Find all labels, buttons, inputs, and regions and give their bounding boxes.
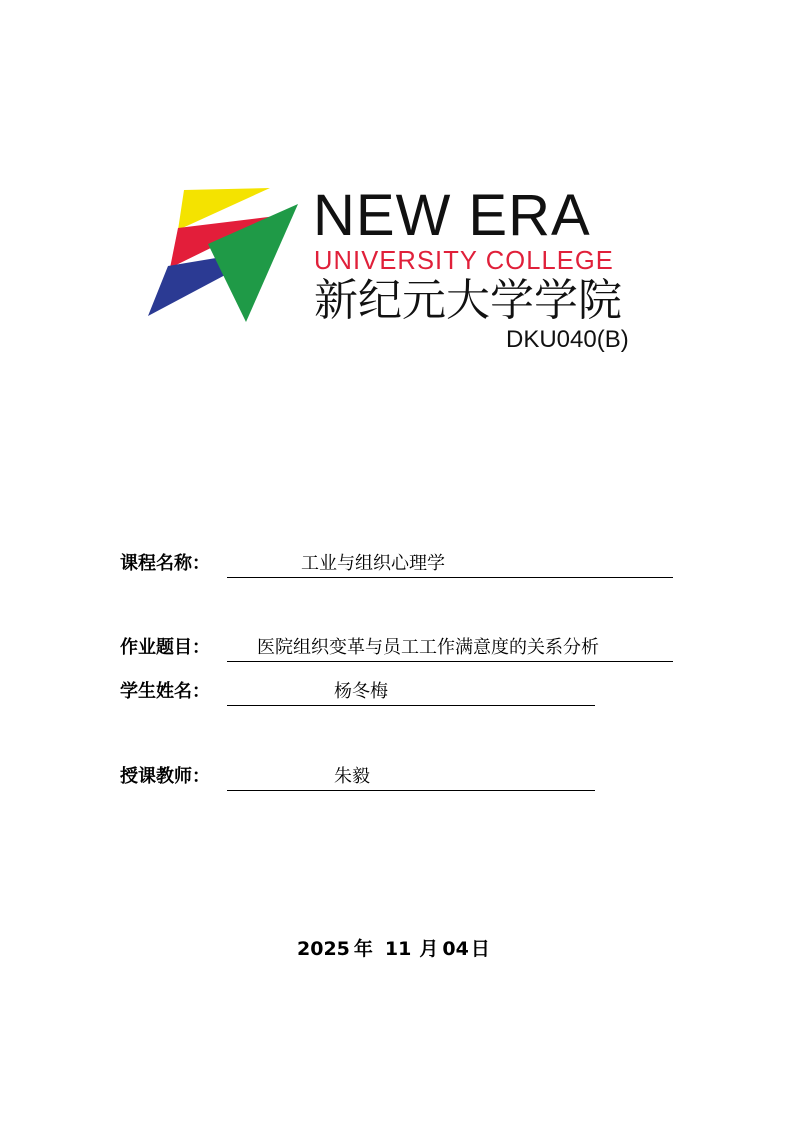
student-row [120, 679, 600, 707]
date-day-unit: 日 [470, 938, 490, 960]
submission-date [297, 935, 490, 963]
assignment-value: 医院组织变革与员工工作满意度的关系分析 [257, 637, 599, 658]
logo-mark-icon [148, 186, 308, 326]
course-underline [227, 577, 673, 578]
logo-subtitle-en: UNIVERSITY COLLEGE [314, 247, 614, 275]
student-label: 学生姓名： [120, 681, 210, 702]
logo-name-cn: 新纪元大学学院 [314, 275, 622, 326]
date-month-unit: 月 [419, 938, 439, 960]
course-label: 课程名称： [120, 553, 210, 574]
assignment-row [120, 635, 680, 663]
course-row [120, 551, 680, 579]
teacher-underline [227, 790, 595, 791]
student-underline [227, 705, 595, 706]
logo-name-en: NEW ERA [313, 183, 591, 248]
date-year: 2025 [297, 938, 350, 960]
student-value: 杨冬梅 [334, 681, 388, 702]
college-logo [148, 183, 638, 356]
date-year-unit: 年 [353, 938, 373, 960]
teacher-row [120, 764, 600, 792]
date-month: 11 [384, 938, 412, 960]
form-code: DKU040(B) [506, 326, 629, 353]
teacher-value: 朱毅 [334, 766, 370, 787]
teacher-label: 授课教师： [120, 766, 210, 787]
date-day: 04 [442, 938, 469, 960]
assignment-label: 作业题目： [120, 637, 210, 658]
assignment-underline [227, 661, 673, 662]
course-value: 工业与组织心理学 [301, 553, 445, 574]
